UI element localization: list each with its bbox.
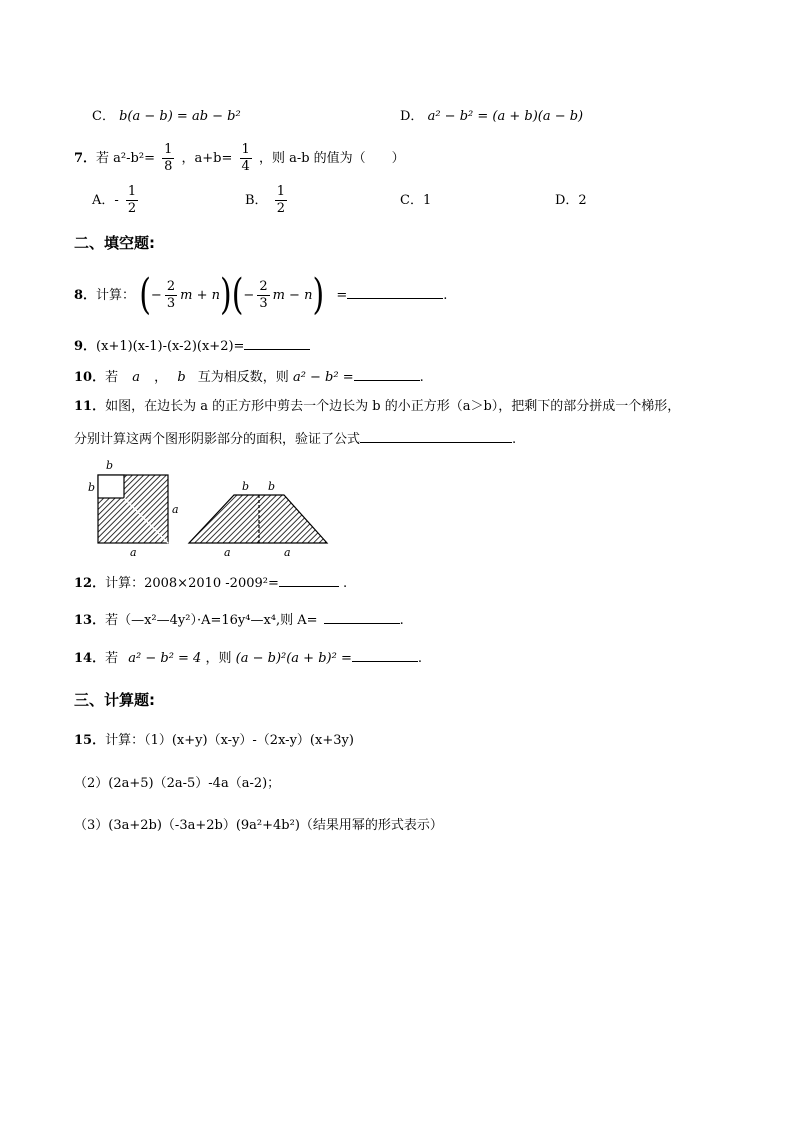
question-number: 9． [74,339,97,354]
q7-option-b [245,184,290,218]
question-15-part-1 [74,731,354,751]
paren-close: ) [312,270,325,320]
question-number: 14． [74,651,106,666]
trap-label-a1: a [224,546,231,559]
denominator: 2 [127,201,137,216]
option-label: C． [92,109,115,124]
small-square-cutout [98,475,124,498]
q6-option-d [400,107,583,127]
question-number: 12． [74,576,106,591]
label-b-top: b [106,459,114,472]
question-15-part-2 [74,774,280,794]
q11-text-line-1: 如图，在边长为 a 的正方形中剪去一个边长为 b 的小正方形（a＞b），把剩下的部分拼成一个梯形， [105,399,681,414]
q7-text-2: ，a+b= [181,151,233,166]
minus-sign: − [243,288,255,303]
question-10: 10．若 a ， b 互为相反数，则 a² − b² = . [74,366,424,388]
trap-label-b2: b [268,480,276,493]
denominator: 2 [276,201,285,216]
question-14: 14．若 a² − b² = 4 ，则 (a − b)²(a + b)² = . [74,647,422,669]
q15-part-1: 计算：（1）(x+y)（x-y）-（2x-y）(x+3y) [105,733,354,748]
question-13: 13．若（—x²—4y²）·A=16y⁴—x⁴,则 A= . [74,609,404,631]
numerator: 1 [276,184,285,199]
q7-option-a [92,184,141,218]
answer-blank[interactable] [354,366,420,381]
label-a-bottom: a [130,546,137,559]
question-12: 12．计算：2008×2010 -2009²= . [74,572,347,594]
q8-label: 计算： [96,288,136,303]
q10-text-1: 若 [105,370,119,385]
question-number: 11． [74,399,106,414]
trapezoid-shaded [189,495,327,543]
paren-close: ) [219,270,232,320]
question-number: 8． [74,288,97,303]
q15-part-3: （3）(3a+2b)（-3a+2b）(9a²+4b²)（结果用幂的形式表示） [74,818,443,833]
trap-label-b1: b [242,480,250,493]
q7-fraction-2 [240,142,252,175]
section-title-fill-in: 二、填空题: [74,234,155,252]
q12-text: 计算：2008×2010 -2009²= [105,576,279,591]
q14-text-1: 若 [105,651,119,666]
q6-option-c [92,107,241,127]
numerator: 1 [127,184,137,199]
denominator: 8 [164,159,173,174]
q9-text: (x+1)(x-1)-(x-2)(x+2)= [96,339,245,354]
q7-fraction-1 [162,142,174,175]
q10-expr: a² − b² = [292,370,354,385]
equals-sign: = [336,288,348,303]
question-11-line-2: 分别计算这两个图形阴影部分的面积，验证了公式 . [74,428,516,450]
option-fraction [126,184,138,217]
question-15-part-3 [74,816,443,836]
answer-blank[interactable] [360,428,512,443]
question-number: 15． [74,733,106,748]
question-number: 10． [74,370,106,385]
denominator: 3 [166,296,176,311]
answer-blank[interactable] [347,284,443,299]
minus-sign: − [150,288,162,303]
option-label: B． [245,193,268,208]
var-b: b [177,370,186,385]
option-label: D． [400,109,424,124]
numerator: 1 [241,142,250,157]
q7-option-d: D．2 [555,193,587,208]
question-11-line-1 [74,397,680,417]
q11-text-line-2: 分别计算这两个图形阴影部分的面积，验证了公式 [74,432,361,447]
option-label: A．- [92,193,119,208]
paren-open: ( [139,270,151,320]
trap-label-a2: a [284,546,291,559]
q13-text: 若（—x²—4y²）·A=16y⁴—x⁴,则 A= [105,613,318,628]
denominator: 3 [259,296,268,311]
q10-text-2: 互为相反数，则 [197,370,289,385]
question-7 [74,142,405,176]
var-a: a [132,370,141,385]
numerator: 2 [166,279,176,294]
question-8: 8．计算： (− $\frac{2}{3}$ m + n)(− $\frac{2}{3}$ m − n) = . [74,270,448,320]
q8-fraction-1 [165,279,177,312]
q7-option-c: C．1 [400,193,432,208]
question-9 [74,335,310,357]
q11-figure [84,455,334,560]
answer-blank[interactable] [279,572,339,587]
question-number: 7． [74,151,97,166]
option-expr: a² − b² = (a + b)(a − b) [427,109,584,124]
separator: ， [154,370,168,385]
label-a-right: a [172,503,179,516]
numerator: 2 [259,279,268,294]
paren-open: ( [231,270,244,320]
q14-expr-1: a² − b² = 4 [128,651,202,666]
q8-term-1: m + n [180,288,220,303]
numerator: 1 [164,142,173,157]
denominator: 4 [241,159,250,174]
q14-expr-2: (a − b)²(a + b)² = [235,651,352,666]
answer-blank[interactable] [324,609,400,624]
section-title-calculation: 三、计算题: [74,691,155,709]
answer-blank[interactable] [244,335,310,350]
q15-part-2: （2）(2a+5)（2a-5）-4a（a-2)； [74,776,281,791]
q8-term-2: m − n [272,288,313,303]
q7-text-3: ，则 a-b 的值为（ ） [258,151,405,166]
answer-blank[interactable] [352,647,418,662]
label-b-left: b [88,481,96,494]
option-fraction [275,184,287,217]
option-expr: b(a − b) = ab − b² [119,109,241,124]
q7-text-1: 若 a²-b²= [96,151,155,166]
q14-text-2: ，则 [205,651,232,666]
question-number: 13． [74,613,106,628]
q8-fraction-2 [257,279,269,312]
